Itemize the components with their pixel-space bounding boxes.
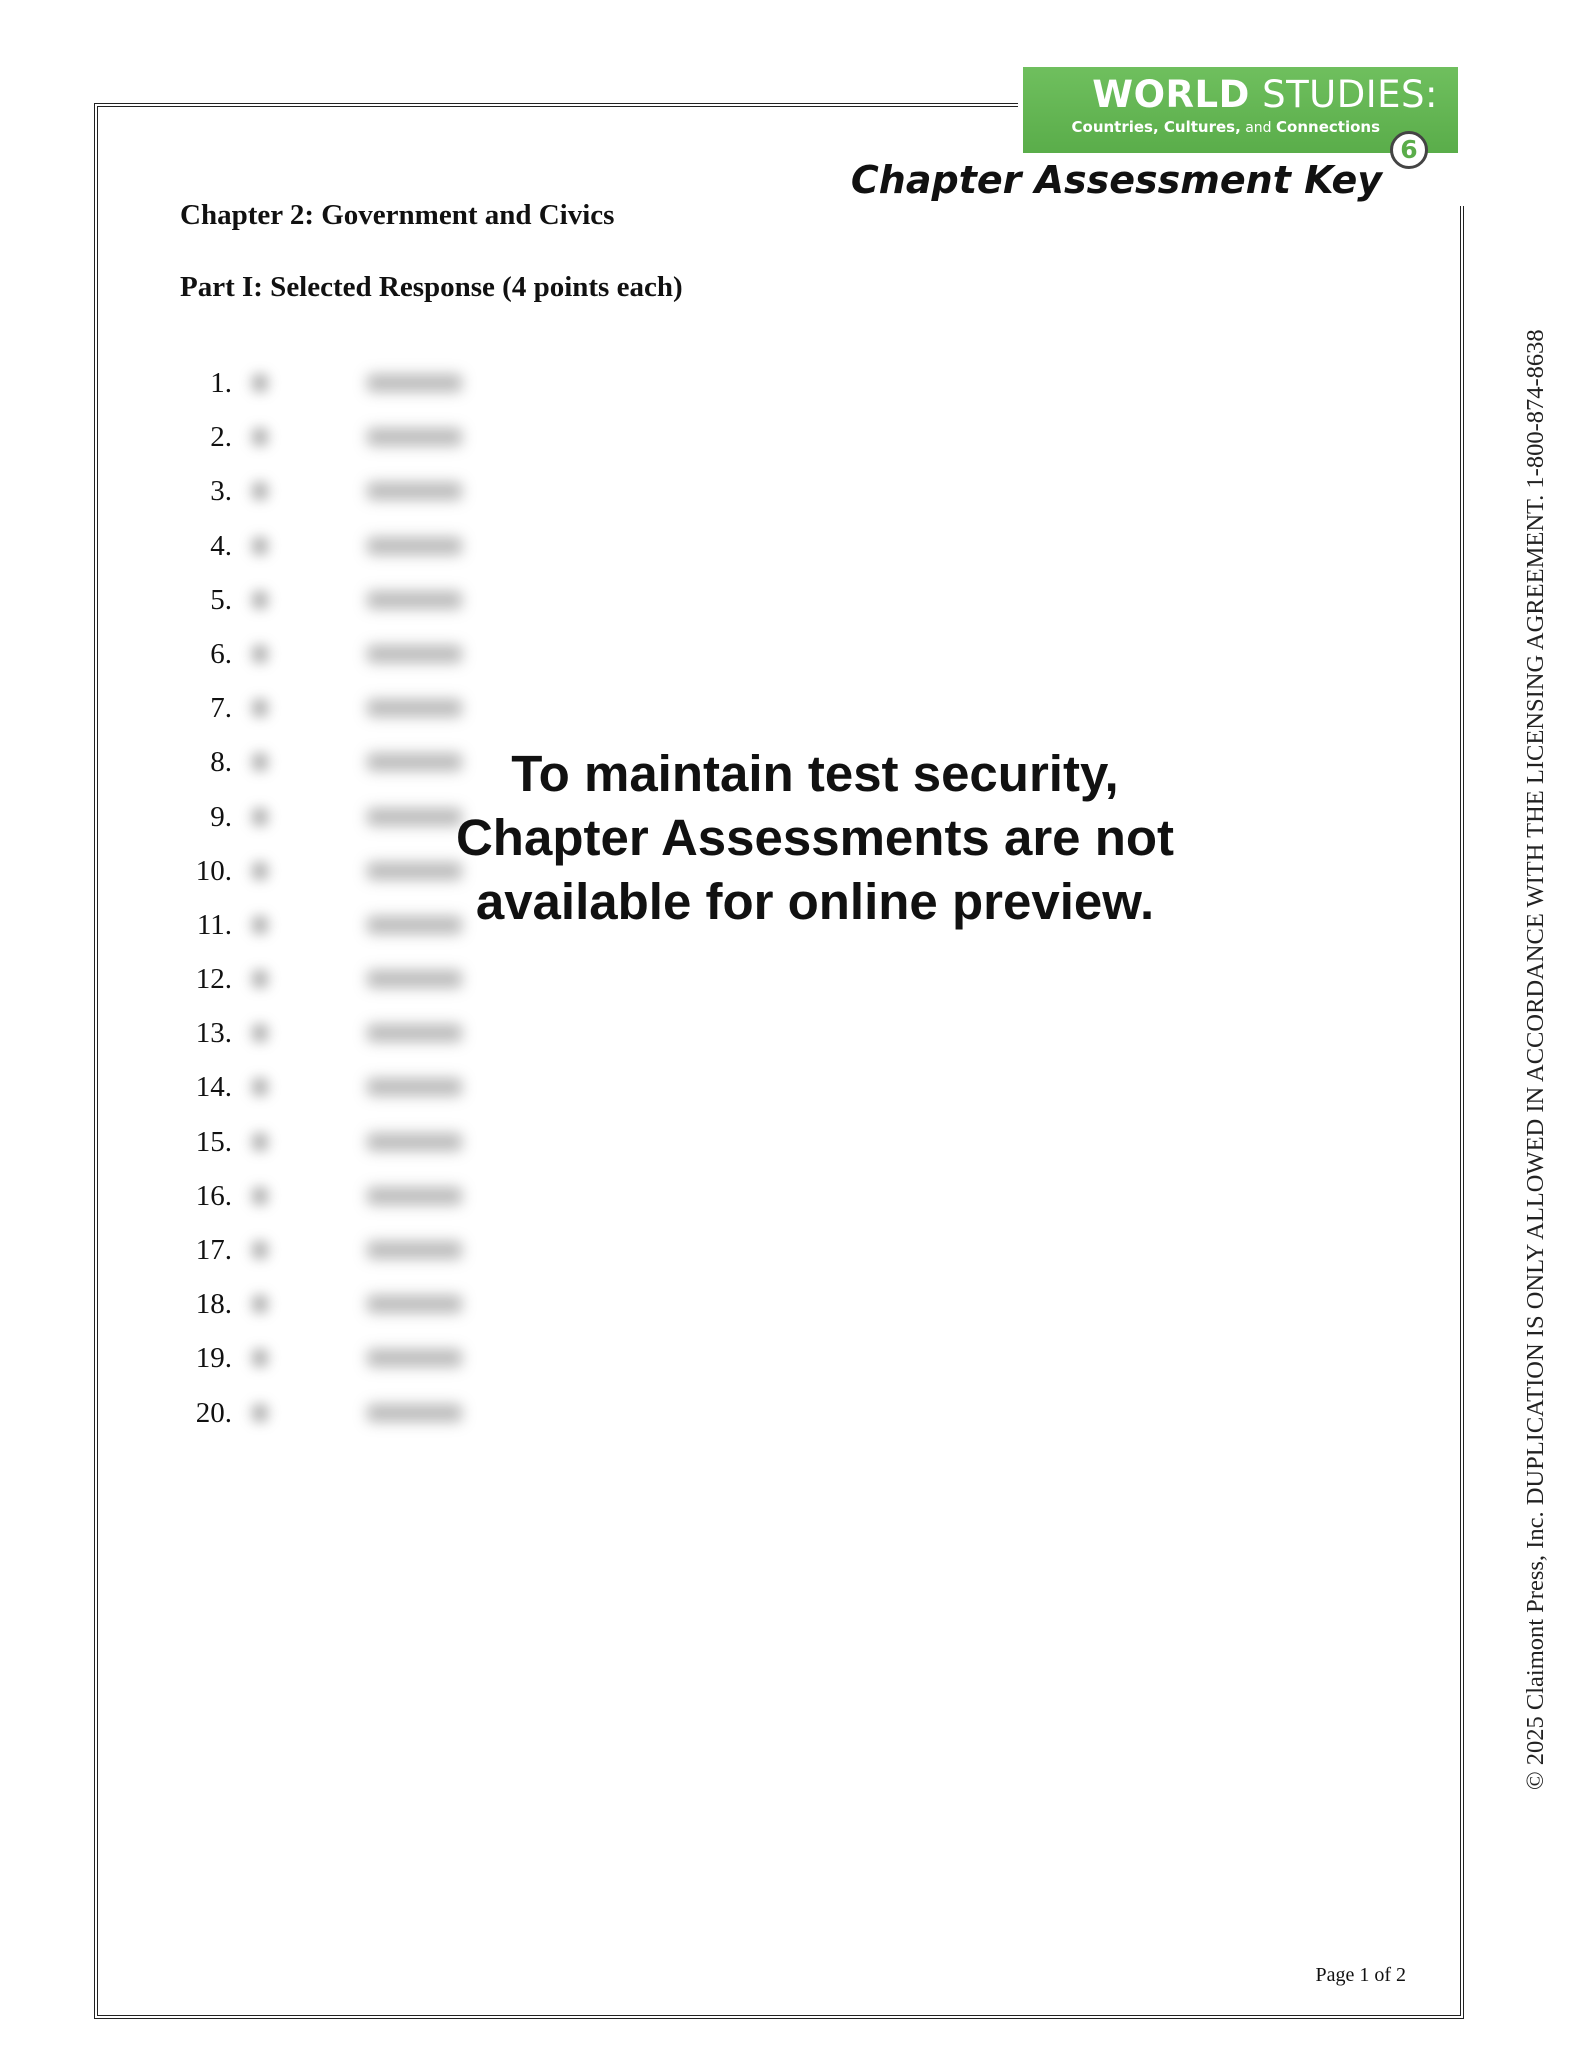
logo-subtitle [1043, 117, 1438, 138]
answer-row [160, 363, 560, 417]
answer-number: 18. [195, 1288, 232, 1321]
part-title: Part I: Selected Response (4 points each) [180, 271, 683, 303]
blurred-answer-letter [252, 591, 268, 609]
answer-number: 2. [210, 421, 232, 454]
answer-row [160, 1067, 560, 1121]
blurred-answer-letter [252, 428, 268, 446]
blurred-answer-letter [252, 1404, 268, 1422]
assessment-key-title: Chapter Assessment Key [850, 158, 1382, 202]
blurred-answer-letter [252, 808, 268, 826]
answer-number: 7. [210, 692, 232, 725]
blurred-answer-letter [252, 699, 268, 717]
logo-title-bold: WORLD [1092, 73, 1250, 116]
answer-row [160, 417, 560, 471]
blurred-answer-letter [252, 862, 268, 880]
blurred-answer-letter [252, 537, 268, 555]
answer-row [160, 1013, 560, 1067]
blurred-standard-code [367, 1295, 462, 1313]
blurred-answer-letter [252, 1295, 268, 1313]
logo-subtitle-part1: Countries, Cultures, [1071, 118, 1241, 136]
blurred-answer-letter [252, 1187, 268, 1205]
blurred-answer-letter [252, 1078, 268, 1096]
answer-row [160, 526, 560, 580]
blurred-standard-code [367, 428, 462, 446]
blurred-answer-letter [252, 374, 268, 392]
preview-notice-line: available for online preview. [475, 873, 1155, 930]
answer-number: 5. [210, 583, 232, 616]
answer-number: 4. [210, 529, 232, 562]
answer-row [160, 1284, 560, 1338]
answer-number: 19. [195, 1342, 232, 1375]
answer-number: 15. [195, 1125, 232, 1158]
logo-subtitle-part3: Connections [1276, 118, 1380, 136]
blurred-answer-letter [252, 482, 268, 500]
blurred-standard-code [367, 1133, 462, 1151]
blurred-answer-letter [252, 1349, 268, 1367]
page-number: Page 1 of 2 [1315, 1964, 1406, 1986]
blurred-standard-code [367, 1078, 462, 1096]
preview-notice [430, 742, 1200, 934]
answer-row [160, 580, 560, 634]
blurred-answer-letter [252, 1133, 268, 1151]
blurred-standard-code [367, 645, 462, 663]
answer-number: 12. [195, 963, 232, 996]
answer-row [160, 688, 560, 742]
blurred-answer-letter [252, 1241, 268, 1259]
answer-row [160, 471, 560, 525]
blurred-standard-code [367, 1404, 462, 1422]
blurred-standard-code [367, 1241, 462, 1259]
answer-number: 1. [210, 367, 232, 399]
answer-row [160, 634, 560, 688]
blurred-standard-code [367, 374, 462, 392]
logo-title-rest: STUDIES: [1249, 73, 1438, 116]
copyright-notice: © 2025 Claimont Press, Inc. DUPLICATION IS ONLY ALLOWED IN ACCORDANCE WITH THE LICENSING AGREEMENT. 1-800-874-8638 [1522, 329, 1549, 1790]
answer-row [160, 1176, 560, 1230]
answer-row [160, 1230, 560, 1284]
blurred-standard-code [367, 1349, 462, 1367]
blurred-standard-code [367, 970, 462, 988]
answer-row [160, 959, 560, 1013]
answer-number: 11. [196, 908, 232, 941]
grade-badge: 6 [1390, 131, 1428, 169]
blurred-standard-code [367, 591, 462, 609]
answer-number: 10. [195, 854, 232, 887]
blurred-standard-code [367, 1024, 462, 1042]
answer-number: 16. [195, 1179, 232, 1212]
preview-notice-line: To maintain test security, [511, 745, 1119, 802]
blurred-answer-letter [252, 916, 268, 934]
chapter-title: Chapter 2: Government and Civics [180, 199, 615, 231]
answer-number: 8. [210, 746, 232, 779]
answer-number: 14. [195, 1071, 232, 1104]
answer-row [160, 1393, 560, 1447]
logo-title [1043, 73, 1438, 117]
blurred-answer-letter [252, 1024, 268, 1042]
answer-number: 13. [195, 1017, 232, 1050]
answer-number: 3. [210, 475, 232, 508]
answer-number: 6. [210, 637, 232, 670]
answer-number: 9. [210, 800, 232, 833]
blurred-answer-letter [252, 753, 268, 771]
answer-number: 17. [195, 1234, 232, 1266]
answer-row [160, 1122, 560, 1176]
answer-row [160, 1338, 560, 1392]
blurred-standard-code [367, 1187, 462, 1205]
answer-number: 20. [195, 1396, 232, 1429]
blurred-standard-code [367, 482, 462, 500]
blurred-standard-code [367, 699, 462, 717]
blurred-standard-code [367, 537, 462, 555]
blurred-answer-letter [252, 970, 268, 988]
logo-subtitle-part2: and [1240, 120, 1277, 136]
blurred-answer-letter [252, 645, 268, 663]
preview-notice-line: Chapter Assessments are not [455, 809, 1175, 866]
